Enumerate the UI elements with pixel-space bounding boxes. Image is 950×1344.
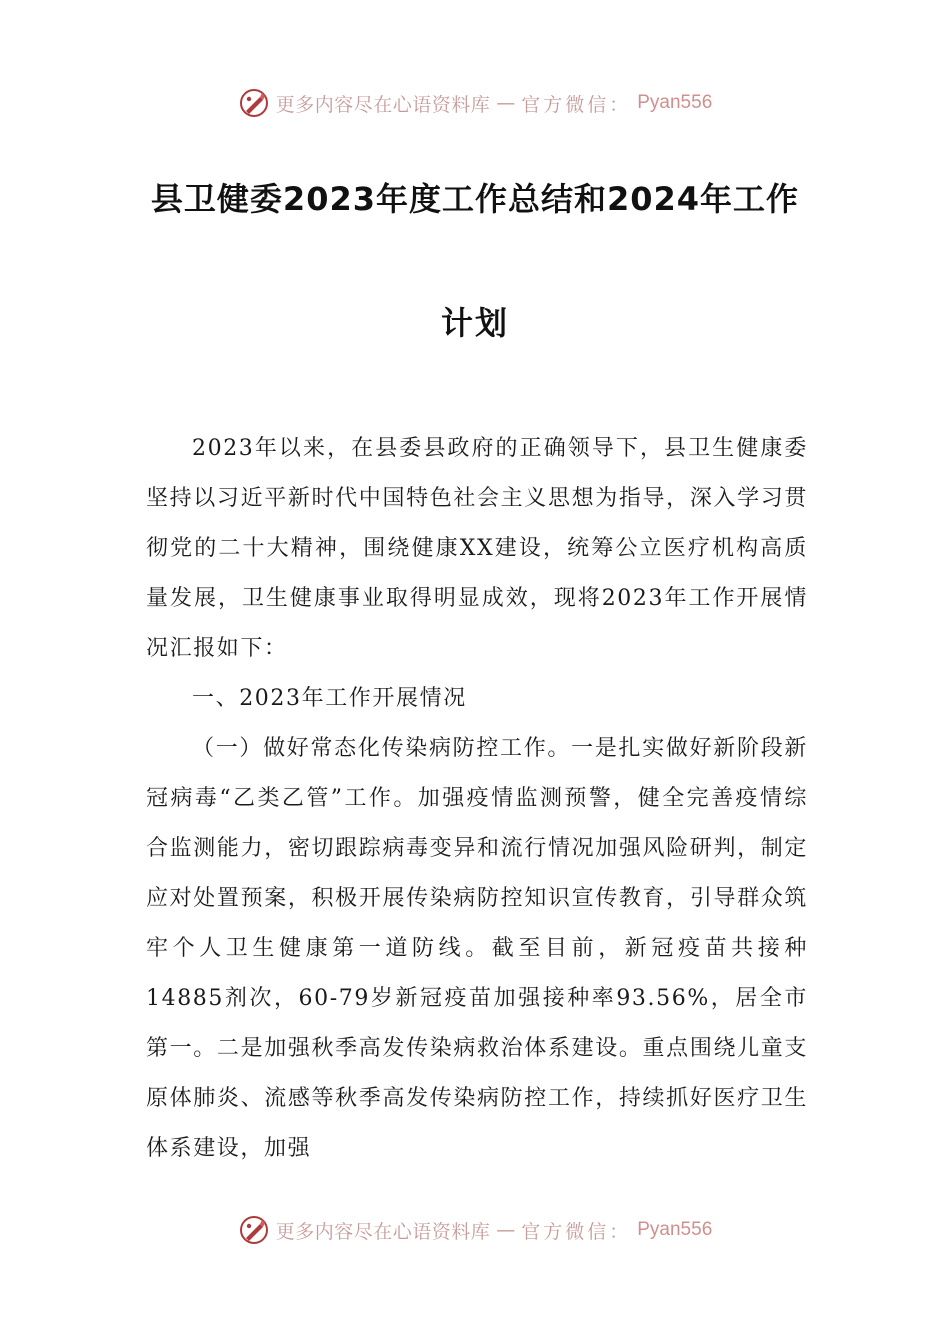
pen-logo-icon: [238, 87, 270, 119]
pen-logo-icon: [238, 1214, 270, 1246]
section-heading-1: 一、2023年工作开展情况: [192, 686, 467, 711]
watermark-dash: —: [496, 1219, 516, 1241]
watermark-official-label: 官方微信：: [521, 1220, 632, 1243]
watermark-official-label: 官方微信：: [521, 93, 632, 116]
header-watermark: [0, 86, 950, 120]
document-title-line-2: 计划: [440, 304, 509, 342]
watermark-wechat-id: Pyan556: [637, 92, 713, 113]
section-heading-block: [146, 674, 808, 724]
watermark-text: 更多内容尽在心语资料库: [275, 1220, 491, 1243]
intro-paragraph: 2023年以来，在县委县政府的正确领导下，县卫生健康委坚持以习近平新时代中国特色社会主义思想为指导，深入学习贯彻党的二十大精神，围绕健康XX建设，统筹公立医疗机构高质量发展，卫生健康事业取得明显成效，现将2023年工作开展情况汇报如下：: [146, 436, 808, 661]
section-1-paragraph: （一）做好常态化传染病防控工作。一是扎实做好新阶段新冠病毒“乙类乙管”工作。加强疫情监测预警，健全完善疫情综合监测能力，密切跟踪病毒变异和流行情况加强风险研判，制定应对处置预案，积极开展传染病防控知识宣传教育，引导群众筑牢个人卫生健康第一道防线。截至目前，新冠疫苗共接种14885剂次，60-79岁新冠疫苗加强接种率93.56%，居全市第一。二是加强秋季高发传染病救治体系建设。重点围绕儿童支原体肺炎、流感等秋季高发传染病防控工作，持续抓好医疗卫生体系建设，加强: [146, 736, 808, 1161]
watermark-text: 更多内容尽在心语资料库: [275, 93, 491, 116]
footer-watermark: [0, 1213, 950, 1247]
section-1-paragraph-block: [146, 724, 808, 1174]
document-title-line-1: 县卫健委2023年度工作总结和2024年工作: [150, 180, 800, 218]
intro-paragraph-block: [146, 424, 808, 674]
watermark-dash: —: [496, 92, 516, 114]
watermark-wechat-id: Pyan556: [637, 1219, 713, 1240]
